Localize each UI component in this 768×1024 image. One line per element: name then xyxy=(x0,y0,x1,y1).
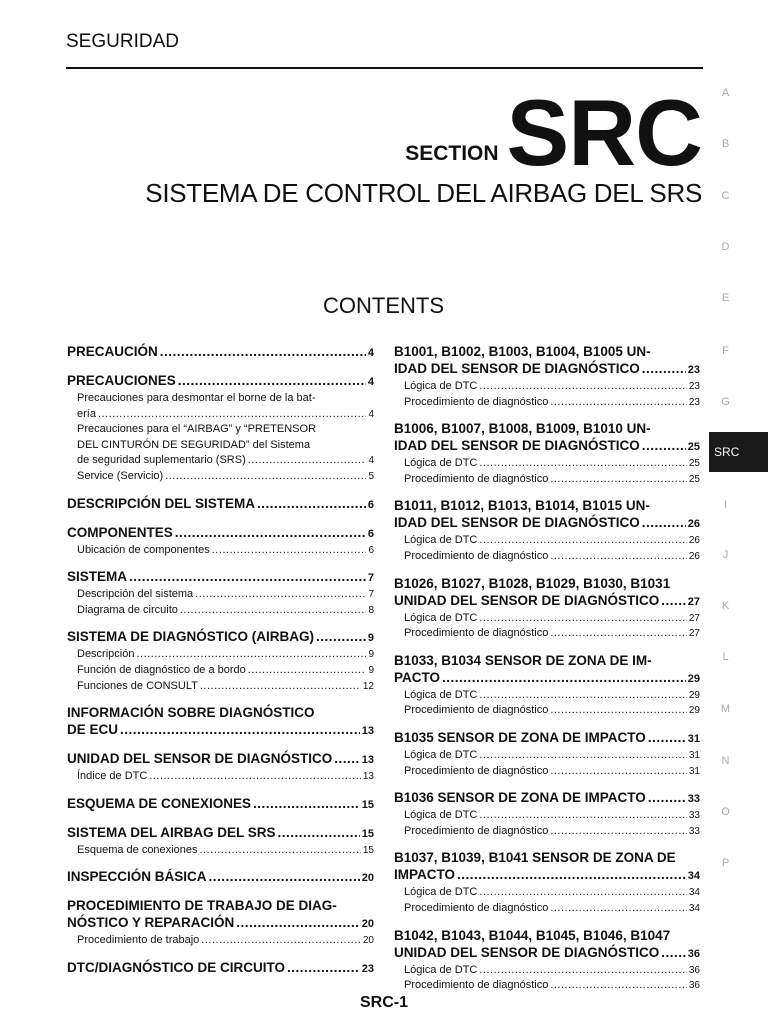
dot-leader xyxy=(98,407,366,423)
toc-page-number: 20 xyxy=(361,918,374,931)
toc-entry-text: Procedimiento de diagnóstico xyxy=(404,472,549,485)
toc-entry-text: Procedimiento de diagnóstico xyxy=(404,901,549,914)
dot-leader xyxy=(165,469,366,485)
toc-entry-text: Procedimiento de diagnóstico xyxy=(404,764,549,777)
toc-subentry[interactable] xyxy=(394,748,700,764)
toc-page-number: 34 xyxy=(688,902,700,914)
dot-leader xyxy=(457,866,686,883)
toc-subentry[interactable] xyxy=(394,395,700,411)
toc-page-number: 29 xyxy=(688,705,700,717)
toc-section-entry[interactable] xyxy=(394,343,700,379)
section-index-letter-o[interactable]: O xyxy=(721,806,730,818)
toc-entry-text: ería xyxy=(77,407,96,420)
section-index-letter-n[interactable]: N xyxy=(721,755,730,767)
toc-subentry[interactable] xyxy=(394,611,700,627)
dot-leader xyxy=(661,592,685,609)
toc-entry-text: COMPONENTES xyxy=(67,524,173,540)
toc-subentry[interactable] xyxy=(67,679,374,695)
toc-entry-text: Procedimiento de diagnóstico xyxy=(404,979,549,992)
section-title xyxy=(405,80,702,185)
toc-subentry[interactable] xyxy=(394,808,700,824)
toc-page-number: 33 xyxy=(687,793,700,806)
toc-entry-text: B1026, B1027, B1028, B1029, B1030, B1031 xyxy=(394,575,671,591)
section-index-letter-g[interactable]: G xyxy=(721,396,730,408)
dot-leader xyxy=(278,824,360,841)
toc-page-number: 26 xyxy=(688,550,700,562)
toc-subentry[interactable] xyxy=(67,663,374,679)
toc-entry-text: IMPACTO xyxy=(394,867,456,883)
toc-section-entry[interactable] xyxy=(394,420,700,456)
toc-entry-text: B1011, B1012, B1013, B1014, B1015 UN- xyxy=(394,498,650,514)
toc-page-number: 31 xyxy=(688,765,700,777)
dot-leader xyxy=(550,901,687,917)
header-rule xyxy=(66,67,703,69)
toc-section-entry[interactable] xyxy=(67,343,374,362)
toc-section-entry[interactable] xyxy=(67,897,374,933)
toc-page-number: 36 xyxy=(687,947,700,960)
toc-page-number: 34 xyxy=(688,887,700,899)
toc-entry-text: B1033, B1034 SENSOR DE ZONA DE IM- xyxy=(394,652,652,668)
toc-page-number: 23 xyxy=(687,364,700,376)
toc-entry-text: Precauciones para el “AIRBAG” y “PRETENSOR xyxy=(77,423,317,436)
toc-section-entry[interactable] xyxy=(394,729,700,748)
toc-entry-text: ESQUEMA DE CONEXIONES xyxy=(67,795,252,811)
dot-leader xyxy=(550,764,687,780)
toc-subentry[interactable] xyxy=(394,978,700,994)
toc-page-number: 13 xyxy=(361,754,374,767)
toc-subentry[interactable] xyxy=(67,843,374,859)
toc-page-number: 4 xyxy=(368,455,374,467)
toc-entry-text: Service (Servicio) xyxy=(77,469,164,482)
dot-leader xyxy=(642,437,686,454)
toc-page-number: 27 xyxy=(687,595,700,608)
toc-entry-text: NÓSTICO Y REPARACIÓN xyxy=(67,915,235,931)
dot-leader xyxy=(212,543,367,559)
toc-entry-text: IDAD DEL SENSOR DE DIAGNÓSTICO xyxy=(394,438,640,454)
dot-leader xyxy=(236,914,359,931)
toc-page-number: 9 xyxy=(368,664,374,676)
toc-entry-text: Esquema de conexiones xyxy=(77,843,198,856)
toc-section-entry[interactable] xyxy=(394,575,700,611)
section-index-letter-j[interactable]: J xyxy=(722,549,729,561)
dot-leader xyxy=(442,669,686,686)
toc-page-number: 6 xyxy=(367,498,374,511)
toc-entry-text: Lógica de DTC xyxy=(404,963,478,976)
dot-leader xyxy=(479,885,687,901)
toc-subentry[interactable] xyxy=(394,901,700,917)
toc-right-column xyxy=(394,343,700,994)
dot-leader xyxy=(648,729,686,746)
toc-entry-text: PROCEDIMIENTO DE TRABAJO DE DIAG- xyxy=(67,898,337,914)
toc-subentry[interactable] xyxy=(394,963,700,979)
toc-subentry[interactable] xyxy=(394,533,700,549)
toc-page-number: 7 xyxy=(367,572,374,585)
toc-page-number: 31 xyxy=(688,749,700,761)
toc-page-number: 31 xyxy=(687,732,700,745)
toc-section-entry[interactable] xyxy=(67,524,374,543)
dot-leader xyxy=(479,808,687,824)
toc-entry-text: PRECAUCIÓN xyxy=(67,344,158,359)
toc-section-entry[interactable] xyxy=(67,372,374,391)
dot-leader xyxy=(550,472,687,488)
toc-section-entry[interactable] xyxy=(394,849,700,885)
toc-page-number: 20 xyxy=(361,872,374,885)
section-index-letter-p[interactable]: P xyxy=(721,857,730,869)
toc-subentry[interactable] xyxy=(394,824,700,840)
section-index-tab-active[interactable]: SRC xyxy=(709,432,768,472)
toc-page-number: 8 xyxy=(368,604,374,616)
toc-page-number: 15 xyxy=(362,844,374,856)
toc-section-entry[interactable] xyxy=(67,795,374,814)
toc-page-number: 13 xyxy=(361,725,374,738)
toc-page-number: 26 xyxy=(687,518,700,531)
toc-section-entry[interactable] xyxy=(67,568,374,587)
toc-entry-text: Diagrama de circuito xyxy=(77,603,178,616)
dot-leader xyxy=(253,795,360,812)
toc-page-number: 4 xyxy=(367,347,374,359)
toc-page-number: 6 xyxy=(368,544,374,556)
toc-section-entry[interactable] xyxy=(67,628,374,647)
dot-leader xyxy=(316,628,366,645)
toc-entry-text: Lógica de DTC xyxy=(404,457,478,470)
dot-leader xyxy=(248,663,367,679)
toc-entry-text: PACTO xyxy=(394,669,441,685)
toc-subentry[interactable] xyxy=(394,764,700,780)
toc-page-number: 34 xyxy=(687,870,700,883)
toc-entry-text: de seguridad suplementario (SRS) xyxy=(77,454,246,467)
toc-subentry[interactable] xyxy=(67,469,374,485)
toc-page-number: 33 xyxy=(688,810,700,822)
toc-section-entry[interactable] xyxy=(67,824,374,843)
toc-subentry[interactable] xyxy=(394,703,700,719)
dot-leader xyxy=(175,524,366,541)
toc-page-number: 15 xyxy=(361,827,374,840)
toc-entry-text: Descripción xyxy=(77,648,135,661)
toc-entry-text: Descripción del sistema xyxy=(77,588,194,601)
toc-entry-text: Lógica de DTC xyxy=(404,748,478,761)
toc-page-number: 25 xyxy=(688,473,700,485)
toc-subentry[interactable] xyxy=(394,472,700,488)
toc-entry-text: UNIDAD DEL SENSOR DE DIAGNÓSTICO xyxy=(67,751,333,767)
section-subtitle: SISTEMA DE CONTROL DEL AIRBAG DEL SRS xyxy=(145,178,702,208)
dot-leader xyxy=(334,750,359,767)
toc-entry-text: B1037, B1039, B1041 SENSOR DE ZONA DE xyxy=(394,850,676,866)
toc-entry-text: SISTEMA DEL AIRBAG DEL SRS xyxy=(67,824,276,840)
section-index-letter-m[interactable]: M xyxy=(720,703,731,715)
toc-entry-text: Procedimiento de diagnóstico xyxy=(404,549,549,562)
toc-entry-text: Lógica de DTC xyxy=(404,809,478,822)
dot-leader xyxy=(642,514,686,531)
toc-page-number: 12 xyxy=(362,680,374,692)
toc-entry-text: Función de diagnóstico de a bordo xyxy=(77,663,246,676)
toc-section-entry[interactable] xyxy=(67,704,374,740)
toc-section-entry[interactable] xyxy=(67,959,374,978)
dot-leader xyxy=(136,647,366,663)
toc-subentry[interactable] xyxy=(394,379,700,395)
dot-leader xyxy=(550,395,687,411)
toc-page-number: 33 xyxy=(688,825,700,837)
toc-entry-text: SISTEMA xyxy=(67,569,128,585)
dot-leader xyxy=(550,626,687,642)
toc-subentry[interactable] xyxy=(394,688,700,704)
dot-leader xyxy=(648,789,686,806)
toc-page-number: 29 xyxy=(688,689,700,701)
toc-subentry[interactable] xyxy=(67,543,374,559)
toc-entry-text: Funciones de CONSULT xyxy=(77,679,198,692)
page-number: SRC-1 xyxy=(359,994,408,1011)
toc-entry-text: B1035 SENSOR DE ZONA DE IMPACTO xyxy=(394,729,646,745)
toc-entry-text: DEL CINTURÓN DE SEGURIDAD” del Sistema xyxy=(77,438,311,451)
toc-section-entry[interactable] xyxy=(394,789,700,808)
toc-entry-text: DTC/DIAGNÓSTICO DE CIRCUITO xyxy=(67,959,286,975)
dot-leader xyxy=(550,703,687,719)
toc-page-number: 23 xyxy=(688,381,700,392)
dot-leader xyxy=(195,587,366,603)
toc-page-number: 26 xyxy=(688,535,700,547)
toc-left-column xyxy=(67,343,374,978)
section-index-letter-k[interactable]: K xyxy=(721,600,730,612)
section-index-letter-f[interactable]: F xyxy=(722,345,729,357)
dot-leader xyxy=(178,372,366,389)
toc-subentry[interactable] xyxy=(67,769,374,785)
dot-leader xyxy=(479,379,687,395)
toc-entry-text: Procedimiento de diagnóstico xyxy=(404,824,549,837)
toc-subentry[interactable] xyxy=(67,391,374,422)
dot-leader xyxy=(479,456,687,472)
toc-page-number: 4 xyxy=(367,376,374,388)
toc-section-entry[interactable] xyxy=(394,652,700,688)
toc-section-entry[interactable] xyxy=(67,495,374,514)
toc-entry-text: Lógica de DTC xyxy=(404,534,478,547)
toc-entry-text: B1001, B1002, B1003, B1004, B1005 UN- xyxy=(394,344,651,359)
dot-leader xyxy=(209,868,360,885)
section-index-letter-d[interactable]: D xyxy=(721,241,730,253)
toc-entry-text: Lógica de DTC xyxy=(404,380,478,392)
toc-entry-text: Lógica de DTC xyxy=(404,688,478,701)
toc-section-entry[interactable] xyxy=(67,868,374,887)
toc-page-number: 23 xyxy=(688,396,700,408)
dot-leader xyxy=(199,843,360,859)
toc-page-number: 25 xyxy=(687,441,700,454)
section-code: SRC xyxy=(506,80,702,185)
toc-entry-text: Procedimiento de diagnóstico xyxy=(404,395,549,408)
dot-leader xyxy=(248,453,367,469)
toc-subentry[interactable] xyxy=(394,456,700,472)
toc-page-number: 5 xyxy=(368,470,374,482)
dot-leader xyxy=(479,688,687,704)
dot-leader xyxy=(160,343,366,360)
toc-subentry[interactable] xyxy=(394,885,700,901)
toc-entry-text: B1042, B1043, B1044, B1045, B1046, B1047 xyxy=(394,927,671,943)
toc-entry-text: INFORMACIÓN SOBRE DIAGNÓSTICO xyxy=(67,705,315,721)
toc-page-number: 20 xyxy=(362,935,374,947)
dot-leader xyxy=(180,603,367,619)
dot-leader xyxy=(479,963,687,979)
toc-entry-text: INSPECCIÓN BÁSICA xyxy=(67,869,207,885)
toc-page-number: 27 xyxy=(688,628,700,640)
toc-subentry[interactable] xyxy=(67,603,374,619)
toc-entry-text: Procedimiento de diagnóstico xyxy=(404,704,549,717)
toc-page-number: 9 xyxy=(367,632,374,645)
toc-page-number: 7 xyxy=(368,589,374,601)
dot-leader xyxy=(149,769,361,785)
toc-entry-text: UNIDAD DEL SENSOR DE DIAGNÓSTICO xyxy=(394,592,660,608)
toc-entry-text: Ubicación de componentes xyxy=(77,543,210,556)
toc-page-number: 27 xyxy=(688,612,700,624)
toc-subentry[interactable] xyxy=(67,587,374,603)
dot-leader xyxy=(661,944,685,961)
dot-leader xyxy=(479,533,687,549)
dot-leader xyxy=(201,933,361,949)
dot-leader xyxy=(200,679,361,695)
dot-leader xyxy=(642,360,686,377)
toc-page-number: 25 xyxy=(688,458,700,470)
section-index-letter-a[interactable]: A xyxy=(721,87,730,99)
toc-page-number: 4 xyxy=(368,408,374,420)
section-index-letter-e[interactable]: E xyxy=(721,292,730,304)
section-index-letter-i[interactable]: I xyxy=(723,499,728,511)
category-label: SEGURIDAD xyxy=(66,31,179,52)
toc-entry-text: B1036 SENSOR DE ZONA DE IMPACTO xyxy=(394,790,646,806)
dot-leader xyxy=(479,611,687,627)
toc-page-number: 15 xyxy=(361,798,374,811)
dot-leader xyxy=(257,495,366,512)
dot-leader xyxy=(550,549,687,565)
toc-entry-text: DE ECU xyxy=(67,722,119,738)
section-index-letter-b[interactable]: B xyxy=(721,138,730,150)
toc-page-number: 6 xyxy=(367,527,374,540)
toc-page-number: 29 xyxy=(687,672,700,685)
toc-entry-text: B1006, B1007, B1008, B1009, B1010 UN- xyxy=(394,421,651,437)
toc-page-number: 9 xyxy=(368,649,374,661)
toc-entry-text: IDAD DEL SENSOR DE DIAGNÓSTICO xyxy=(394,361,640,376)
section-index-letter-l[interactable]: L xyxy=(722,651,729,663)
toc-subentry[interactable] xyxy=(394,549,700,565)
dot-leader xyxy=(120,721,360,738)
toc-subentry[interactable] xyxy=(67,422,374,469)
toc-page-number: 23 xyxy=(361,962,374,975)
section-index-letter-c[interactable]: C xyxy=(721,190,730,202)
contents-heading-text: CONTENTS xyxy=(323,293,444,318)
toc-entry-text: Procedimiento de trabajo xyxy=(77,934,200,947)
toc-page-number: 13 xyxy=(362,771,374,783)
toc-entry-text: IDAD DEL SENSOR DE DIAGNÓSTICO xyxy=(394,515,640,531)
toc-entry-text: Índice de DTC xyxy=(77,770,148,783)
dot-leader xyxy=(550,978,687,994)
toc-section-entry[interactable] xyxy=(394,497,700,533)
toc-section-entry[interactable] xyxy=(67,750,374,769)
toc-subentry[interactable] xyxy=(67,647,374,663)
toc-entry-text: PRECAUCIONES xyxy=(67,373,176,388)
toc-entry-text: Procedimiento de diagnóstico xyxy=(404,627,549,640)
toc-subentry[interactable] xyxy=(67,933,374,949)
toc-entry-text: DESCRIPCIÓN DEL SISTEMA xyxy=(67,495,256,511)
toc-page-number: 36 xyxy=(688,980,700,992)
dot-leader xyxy=(287,959,360,976)
toc-entry-text: Lógica de DTC xyxy=(404,611,478,624)
toc-section-entry[interactable] xyxy=(394,927,700,963)
toc-page-number: 36 xyxy=(688,964,700,976)
toc-entry-text: UNIDAD DEL SENSOR DE DIAGNÓSTICO xyxy=(394,944,660,960)
toc-entry-text: SISTEMA DE DIAGNÓSTICO (AIRBAG) xyxy=(67,629,315,645)
section-word: SECTION xyxy=(405,142,499,165)
dot-leader xyxy=(550,824,687,840)
toc-entry-text: Precauciones para desmontar el borne de la bat- xyxy=(77,392,316,404)
dot-leader xyxy=(479,748,687,764)
toc-entry-text: Lógica de DTC xyxy=(404,886,478,899)
toc-subentry[interactable] xyxy=(394,626,700,642)
dot-leader xyxy=(129,568,366,585)
